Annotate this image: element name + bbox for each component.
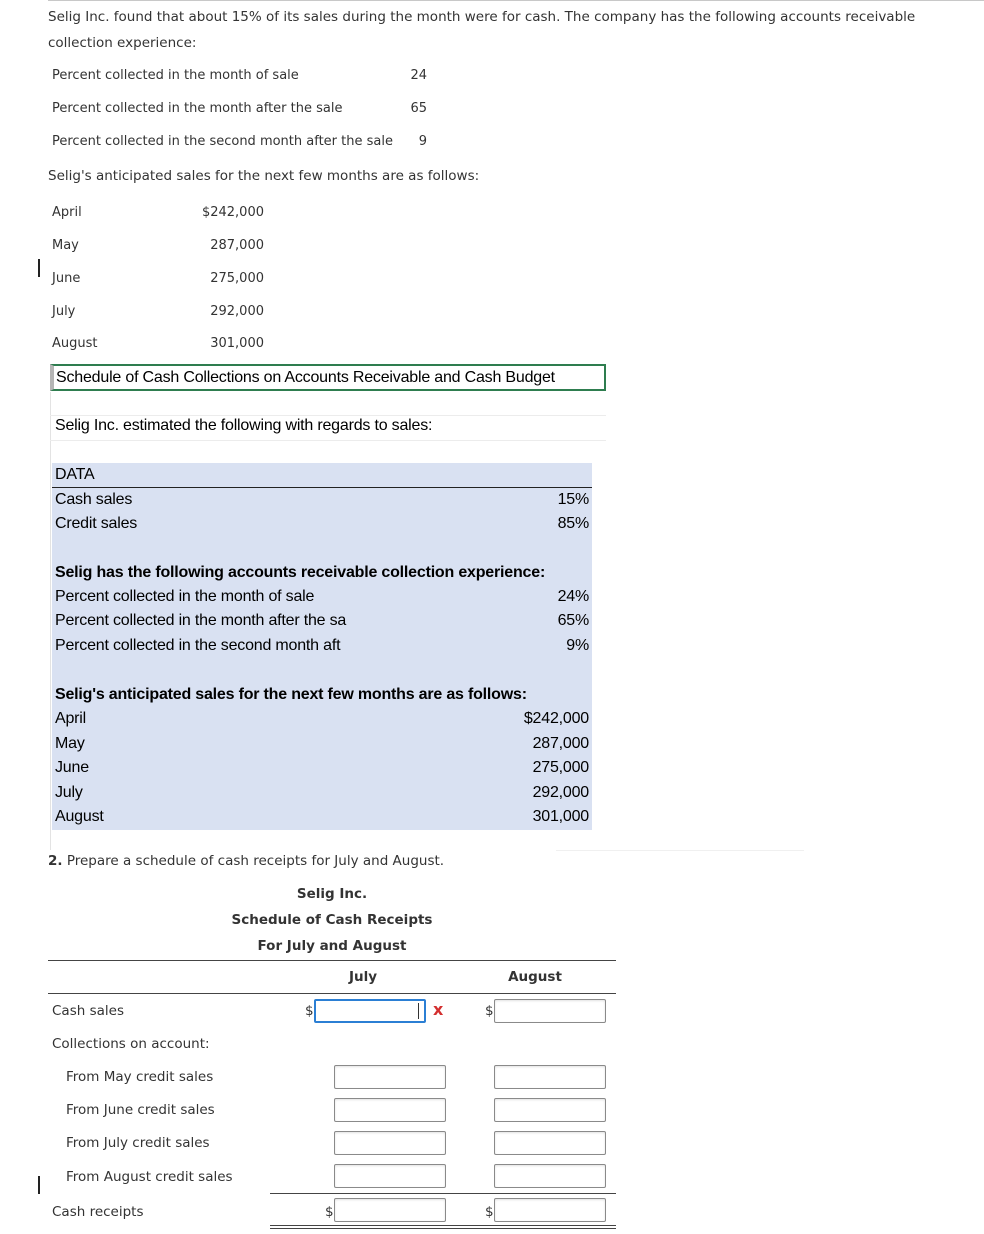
schedule-company: Selig Inc. [296,886,368,902]
data-header: DATA [55,466,95,483]
august-cash-receipts-input[interactable] [494,1198,606,1222]
sales-month-may: May [52,238,79,253]
sheet-sales-value-august: 301,000 [532,808,589,825]
column-header-july: July [348,969,378,985]
collections-on-account-label: Collections on account: [52,1036,210,1052]
question-number: 2. [48,853,63,869]
schedule-header-rule [48,993,616,994]
from-june-credit-sales-label: From June credit sales [66,1102,215,1118]
question-2 [48,853,444,869]
sales-amount-april: $242,000 [201,205,264,220]
august-from-august-input[interactable] [494,1164,606,1188]
cash-receipts-label: Cash receipts [52,1204,144,1220]
sheet-collection-value-1: 24% [557,588,589,605]
sheet-sales-value-june: 275,000 [532,759,589,776]
sales-heading: Selig's anticipated sales for the next few months are as follows: [55,686,527,703]
cash-sales-value: 15% [557,491,589,508]
subtotal-rule [270,1193,616,1194]
currency-symbol: $ [485,1204,494,1220]
total-double-rule [270,1225,616,1226]
july-from-june-input[interactable] [334,1098,446,1122]
sheet-sales-label-july: July [55,784,83,801]
august-cash-sales-input[interactable] [494,999,606,1023]
sales-amount-june: 275,000 [210,271,264,286]
collection-value-2: 65 [410,101,427,116]
margin-marker [38,259,40,277]
sheet-gridline [50,415,606,416]
from-may-credit-sales-label: From May credit sales [66,1069,214,1085]
sheet-title: Schedule of Cash Collections on Accounts Receivable and Cash Budget [50,364,606,391]
margin-marker [38,1176,40,1194]
sheet-sales-value-april: $242,000 [523,710,589,727]
schedule-title: Schedule of Cash Receipts [231,912,433,928]
intro-paragraph: Selig Inc. found that about 15% of its sales during the month were for cash. The company has the following accounts receivable collection experience: [48,9,916,51]
sales-month-july: July [52,304,76,319]
cash-sales-row-label: Cash sales [52,1003,124,1019]
collection-label-2: Percent collected in the month after the sale [52,101,343,116]
from-july-credit-sales-label: From July credit sales [66,1135,210,1151]
sheet-gridline-vertical [50,392,51,850]
august-from-may-input[interactable] [494,1065,606,1089]
sheet-gridline [50,440,606,441]
collection-value-3: 9 [418,134,427,149]
from-august-credit-sales-label: From August credit sales [66,1169,233,1185]
sheet-sales-label-may: May [55,735,85,752]
sales-amount-july: 292,000 [210,304,264,319]
sheet-collection-label-3: Percent collected in the second month aft [55,637,341,654]
currency-symbol: $ [305,1003,314,1019]
credit-sales-value: 85% [557,515,589,532]
sheet-collection-label-2: Percent collected in the month after the sa [55,612,347,629]
column-header-august: August [508,969,562,985]
sheet-sales-label-april: April [55,710,87,727]
top-divider [48,0,984,1]
text-cursor [418,1003,419,1019]
sheet-sales-label-august: August [55,808,104,825]
july-from-july-input[interactable] [334,1131,446,1155]
currency-symbol: $ [325,1204,334,1220]
sales-month-april: April [52,205,82,220]
anticipated-sales-intro: Selig's anticipated sales for the next few months are as follows: [48,168,480,184]
collection-label-3: Percent collected in the second month after the sale [52,134,393,149]
sheet-sales-value-july: 292,000 [532,784,589,801]
sales-month-august: August [52,336,98,351]
july-cash-receipts-input[interactable] [334,1198,446,1222]
incorrect-icon: x [433,1000,444,1019]
sheet-collection-value-2: 65% [557,612,589,629]
sheet-collection-value-3: 9% [566,637,589,654]
schedule-top-rule [48,960,616,961]
sheet-sales-value-may: 287,000 [532,735,589,752]
data-header-underline [52,487,592,488]
currency-symbol: $ [485,1003,494,1019]
question-text: Prepare a schedule of cash receipts for July and August. [66,853,445,869]
sheet-collection-label-1: Percent collected in the month of sale [55,588,315,605]
sheet-gridline [556,850,804,851]
collection-heading: Selig has the following accounts receivable collection experience: [55,564,546,581]
collection-value-1: 24 [410,68,427,83]
sales-amount-august: 301,000 [210,336,264,351]
collection-label-1: Percent collected in the month of sale [52,68,299,83]
sales-month-june: June [52,271,81,286]
credit-sales-label: Credit sales [55,515,138,532]
total-double-rule [270,1228,616,1229]
august-from-july-input[interactable] [494,1131,606,1155]
cash-sales-label: Cash sales [55,491,133,508]
sales-amount-may: 287,000 [210,238,264,253]
july-from-august-input[interactable] [334,1164,446,1188]
sheet-estimated-text: Selig Inc. estimated the following with regards to sales: [55,417,433,434]
schedule-period: For July and August [257,938,407,954]
july-from-may-input[interactable] [334,1065,446,1089]
august-from-june-input[interactable] [494,1098,606,1122]
sheet-sales-label-june: June [55,759,89,776]
july-cash-sales-input[interactable] [314,999,426,1023]
